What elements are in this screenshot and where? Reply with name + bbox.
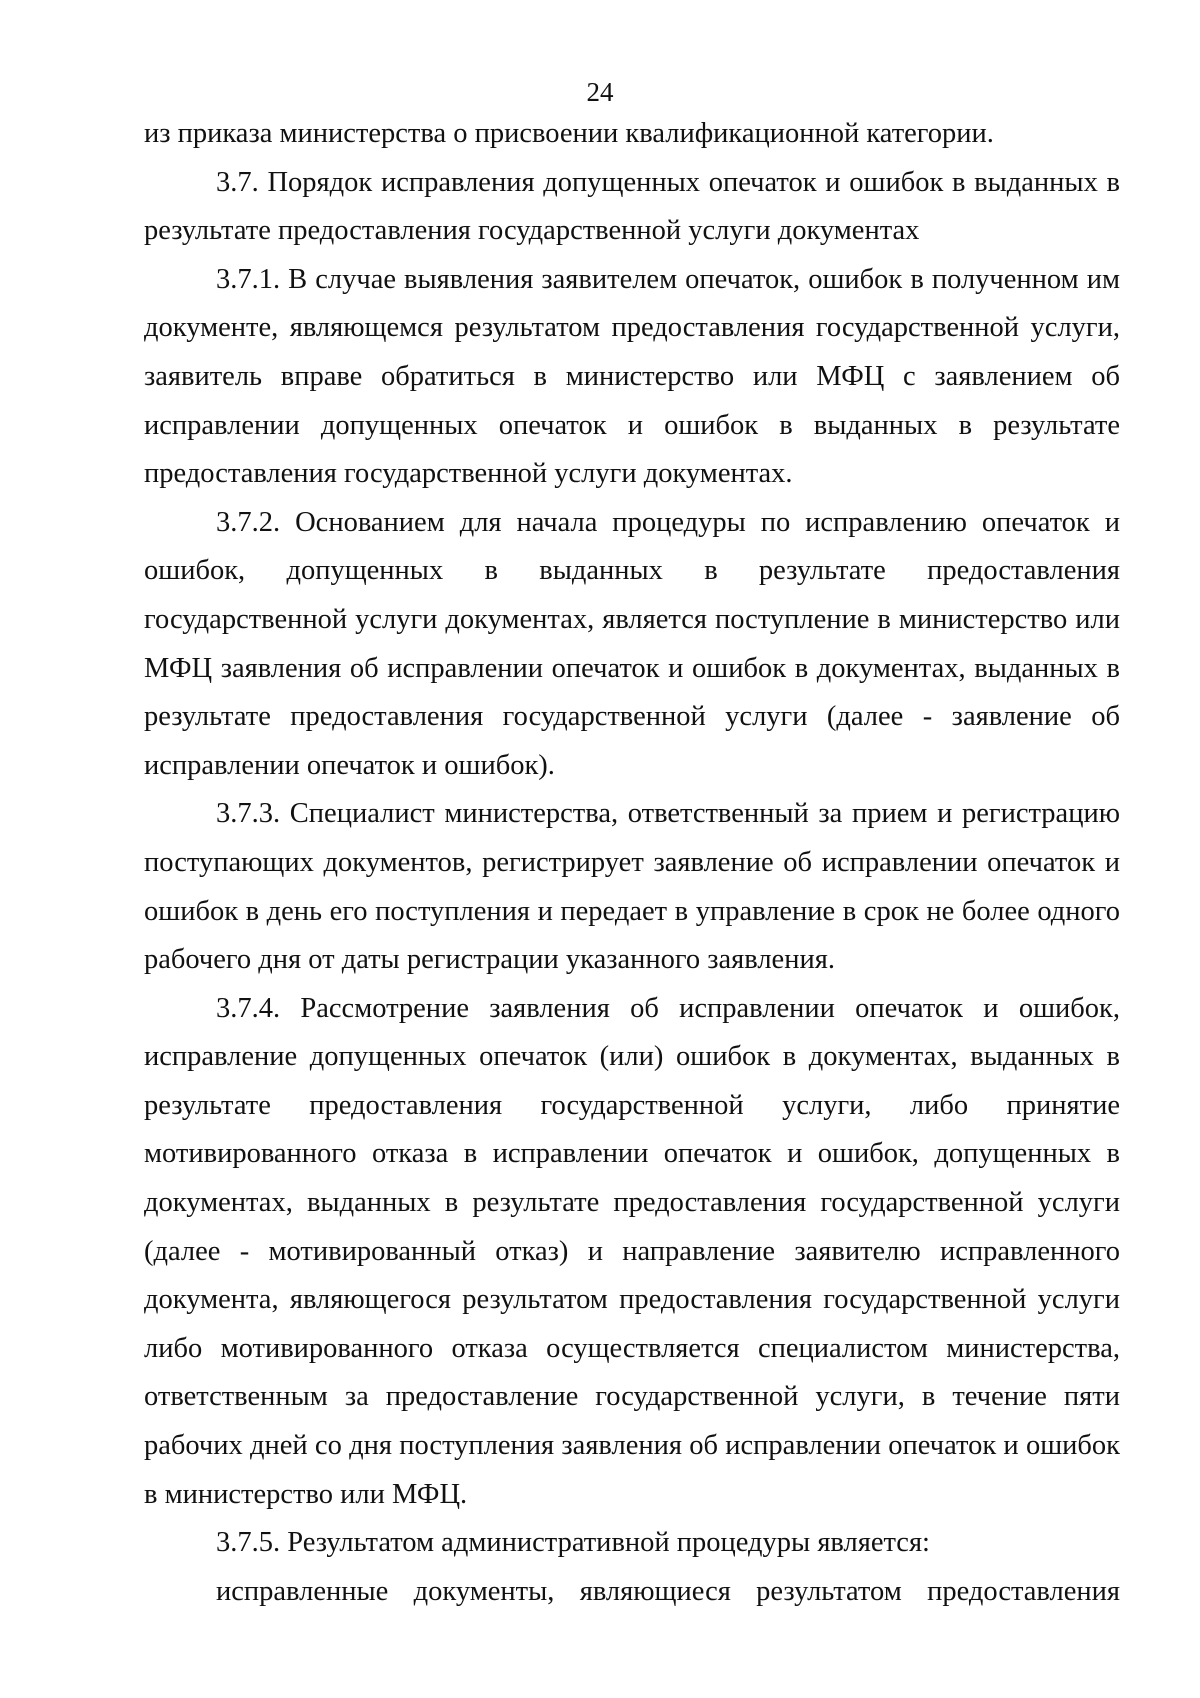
paragraph-3-7-5: 3.7.5. Результатом административной процедуры является: bbox=[216, 1527, 930, 1559]
paragraph-3-7-2: 3.7.2. Основанием для начала процедуры по исправлению опечаток и ошибок, допущенных в выданных в результате предоставления государственной услуги документах, является поступление в министерство или МФЦ заявления об исправлении опечаток и ошибок в документах, выданных в результате предоставления государственной услуги (далее - заявление об исправлении опечаток и ошибок). bbox=[144, 506, 1120, 781]
document-body bbox=[144, 110, 1120, 1616]
paragraph-3-7-1: 3.7.1. В случае выявления заявителем опечаток, ошибок в полученном им документе, являющемся результатом предоставления государственной услуги, заявитель вправе обратиться в министерство или МФЦ с заявлением об исправлении допущенных опечаток и ошибок в выданных в результате предоставления государственной услуги документах. bbox=[144, 263, 1120, 490]
section-heading-3-7: 3.7. Порядок исправления допущенных опечаток и ошибок в выданных в результате предоставления государственной услуги документах bbox=[144, 166, 1120, 247]
page-number: 24 bbox=[586, 77, 614, 107]
paragraph-3-7-3: 3.7.3. Специалист министерства, ответственный за прием и регистрацию поступающих документов, регистрирует заявление об исправлении опечаток и ошибок в день его поступления и передает в управление в срок не более одного рабочего дня от даты регистрации указанного заявления. bbox=[144, 798, 1120, 976]
paragraph-continuation: из приказа министерства о присвоении квалификационной категории. bbox=[144, 118, 994, 149]
paragraph-result-item: исправленные документы, являющиеся результатом предоставления bbox=[216, 1575, 1120, 1607]
paragraph-3-7-4: 3.7.4. Рассмотрение заявления об исправлении опечаток и ошибок, исправление допущенных опечаток (или) ошибок в документах, выданных в результате предоставления государственной услуги, либо принятие мотивированного отказа в исправлении опечаток и ошибок, допущенных в документах, выданных в результате предоставления государственной услуги (далее - мотивированный отказ) и направление заявителю исправленного документа, являющегося результатом предоставления государственной услуги либо мотивированного отказа осуществляется специалистом министерства, ответственным за предоставление государственной услуги, в течение пяти рабочих дней со дня поступления заявления об исправлении опечаток и ошибок в министерство или МФЦ. bbox=[144, 992, 1120, 1510]
